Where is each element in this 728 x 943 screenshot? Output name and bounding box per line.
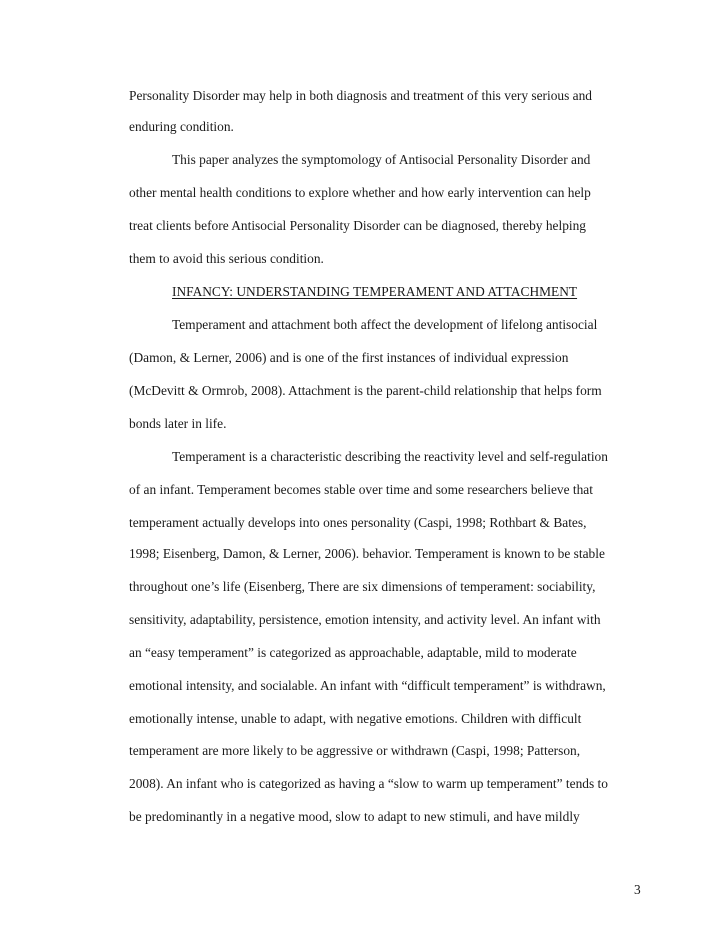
body-text-line: them to avoid this serious condition.	[129, 251, 324, 266]
body-text-line: enduring condition.	[129, 119, 234, 134]
body-text-line: bonds later in life.	[129, 416, 227, 431]
section-heading: INFANCY: UNDERSTANDING TEMPERAMENT AND ATTACHMENT	[172, 284, 578, 299]
body-text-line: treat clients before Antisocial Personality Disorder can be diagnosed, thereby helping	[129, 218, 587, 233]
body-text-line: emotionally intense, unable to adapt, with negative emotions. Children with difficult	[129, 711, 582, 726]
body-text-line: temperament actually develops into ones personality (Caspi, 1998; Rothbart & Bates,	[129, 515, 587, 530]
body-text-line: of an infant. Temperament becomes stable over time and some researchers believe that	[129, 482, 593, 497]
paragraph-first-line: Temperament and attachment both affect the development of lifelong antisocial	[172, 317, 598, 332]
paragraph-first-line: Temperament is a characteristic describing the reactivity level and self-regulation	[172, 449, 608, 464]
body-text-line: temperament are more likely to be aggressive or withdrawn (Caspi, 1998; Patterson,	[129, 743, 581, 758]
body-text-line: (Damon, & Lerner, 2006) and is one of the first instances of individual expression	[129, 350, 569, 365]
body-text-line: (McDevitt & Ormrob, 2008). Attachment is the parent-child relationship that helps form	[129, 383, 602, 398]
body-text-line: be predominantly in a negative mood, slow to adapt to new stimuli, and have mildly	[129, 809, 580, 824]
body-text-line: Personality Disorder may help in both diagnosis and treatment of this very serious and	[129, 88, 593, 103]
paragraph-first-line: This paper analyzes the symptomology of Antisocial Personality Disorder and	[172, 152, 591, 167]
body-text-line: emotional intensity, and socialable. An infant with “difficult temperament” is withdrawn,	[129, 678, 606, 693]
page-number: 3	[634, 882, 641, 897]
body-text-line: 1998; Eisenberg, Damon, & Lerner, 2006). behavior. Temperament is known to be stable	[129, 546, 605, 561]
body-text-line: an “easy temperament” is categorized as approachable, adaptable, mild to moderate	[129, 645, 577, 660]
body-text-line: throughout one’s life (Eisenberg, There are six dimensions of temperament: sociability,	[129, 579, 596, 594]
body-text-line: 2008). An infant who is categorized as having a “slow to warm up temperament” tends to	[129, 776, 608, 791]
body-text-line: other mental health conditions to explore whether and how early intervention can help	[129, 185, 591, 200]
body-text-line: sensitivity, adaptability, persistence, emotion intensity, and activity level. An infant with	[129, 612, 601, 627]
